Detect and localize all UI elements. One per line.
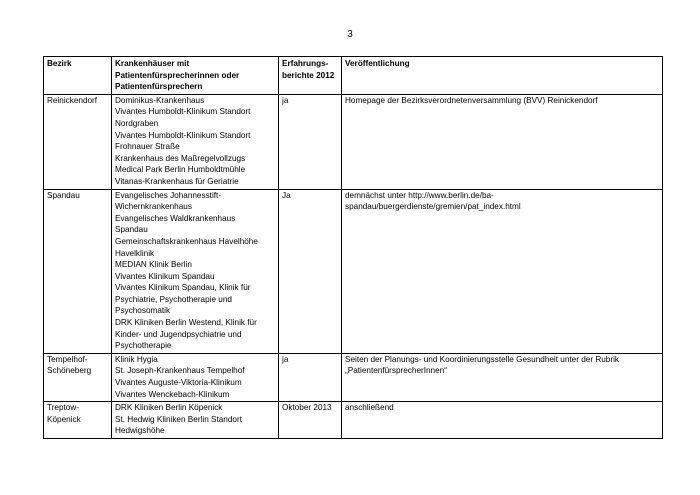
table-header-row: [44, 57, 663, 95]
hospital-line: Evangelisches Johannesstift-: [115, 190, 222, 200]
hospital-line: Psychotherapie: [115, 341, 172, 351]
table-row: [44, 353, 663, 401]
cell-publication: demnächst unter http://www.berlin.de/ba-spandau/buergerdienste/gremien/pat_index.html: [342, 189, 663, 353]
hospital-line: Havelklinik: [115, 248, 155, 258]
hospital-line: Vivantes Humboldt-Klinikum Standort: [115, 107, 251, 117]
cell-reports: Oktober 2013: [279, 402, 342, 439]
cell-hospitals: [112, 94, 279, 189]
hospital-line: Gemeinschaftskrankenhaus Havelhöhe: [115, 236, 258, 246]
hospital-line: St. Joseph-Krankenhaus Tempelhof: [115, 366, 245, 376]
header-reports: [279, 57, 342, 95]
hospital-line: Psychosomatik: [115, 306, 171, 316]
cell-district: Tempelhof-Schöneberg: [44, 353, 112, 401]
cell-reports: Ja: [279, 189, 342, 353]
table-body: [44, 94, 663, 438]
hospital-line: DRK Kliniken Berlin Westend, Klinik für: [115, 318, 257, 328]
hospital-line: Frohnauer Straße: [115, 142, 180, 152]
cell-reports: ja: [279, 94, 342, 189]
cell-hospitals: [112, 189, 279, 353]
cell-reports: ja: [279, 353, 342, 401]
cell-publication: Homepage der Bezirksverordnetenversammlung (BVV) Reinickendorf: [342, 94, 663, 189]
hospital-line: Vitanas-Krankenhaus für Geriatrie: [115, 176, 239, 186]
hospital-line: Nordgraben: [115, 118, 159, 128]
hospital-line: Dominikus-Krankenhaus: [115, 95, 205, 105]
cell-hospitals: [112, 402, 279, 439]
header-publication: Veröffentlichung: [342, 57, 663, 95]
cell-district: Treptow-Köpenick: [44, 402, 112, 439]
table-row: [44, 402, 663, 439]
hospital-line: St. Hedwig Kliniken Berlin Standort: [115, 414, 242, 424]
hospital-line: Klinik Hygia: [115, 354, 158, 364]
hospital-line: DRK Kliniken Berlin Köpenick: [115, 403, 223, 413]
hospital-line: Evangelisches Waldkrankenhaus: [115, 213, 236, 223]
header-hospitals-text: Krankenhäuser mit Patientenfürsprecherinnen oder Patientenfürsprechern: [115, 59, 240, 92]
cell-hospitals: [112, 353, 279, 401]
hospital-line: Spandau: [115, 225, 148, 235]
header-hospitals: [112, 57, 279, 95]
hospital-table: [43, 56, 663, 439]
hospital-line: Krankenhaus des Maßregelvollzugs: [115, 153, 246, 163]
table-row: [44, 94, 663, 189]
hospital-line: Vivantes Klinikum Spandau, Klinik für: [115, 283, 251, 293]
cell-district: Spandau: [44, 189, 112, 353]
hospital-line: Vivantes Klinikum Spandau: [115, 271, 215, 281]
cell-publication: Seiten der Planungs- und Koordinierungsstelle Gesundheit unter der Rubrik „PatientenfürsprecherInnen“: [342, 353, 663, 401]
header-reports-text: Erfahrungs- berichte 2012: [282, 59, 335, 80]
hospital-line: Vivantes Wenckebach-Klinikum: [115, 389, 230, 399]
cell-publication: anschließend: [342, 402, 663, 439]
hospital-line: MEDIAN Klinik Berlin: [115, 260, 192, 270]
hospital-line: Kinder- und Jugendpsychiatrie und: [115, 329, 242, 339]
hospital-line: Medical Park Berlin Humboldtmühle: [115, 165, 246, 175]
hospital-line: Vivantes Humboldt-Klinikum Standort: [115, 130, 251, 140]
header-district: Bezirk: [44, 57, 112, 95]
hospital-line: Hedwigshöhe: [115, 426, 165, 436]
cell-district: Reinickendorf: [44, 94, 112, 189]
hospital-line: Psychiatrie, Psychotherapie und: [115, 294, 232, 304]
page-number: 3: [347, 29, 353, 40]
table-row: [44, 189, 663, 353]
hospital-line: Vivantes Auguste-Viktoria-Klinikum: [115, 378, 242, 388]
hospital-line: Wichernkrankenhaus: [115, 202, 192, 212]
